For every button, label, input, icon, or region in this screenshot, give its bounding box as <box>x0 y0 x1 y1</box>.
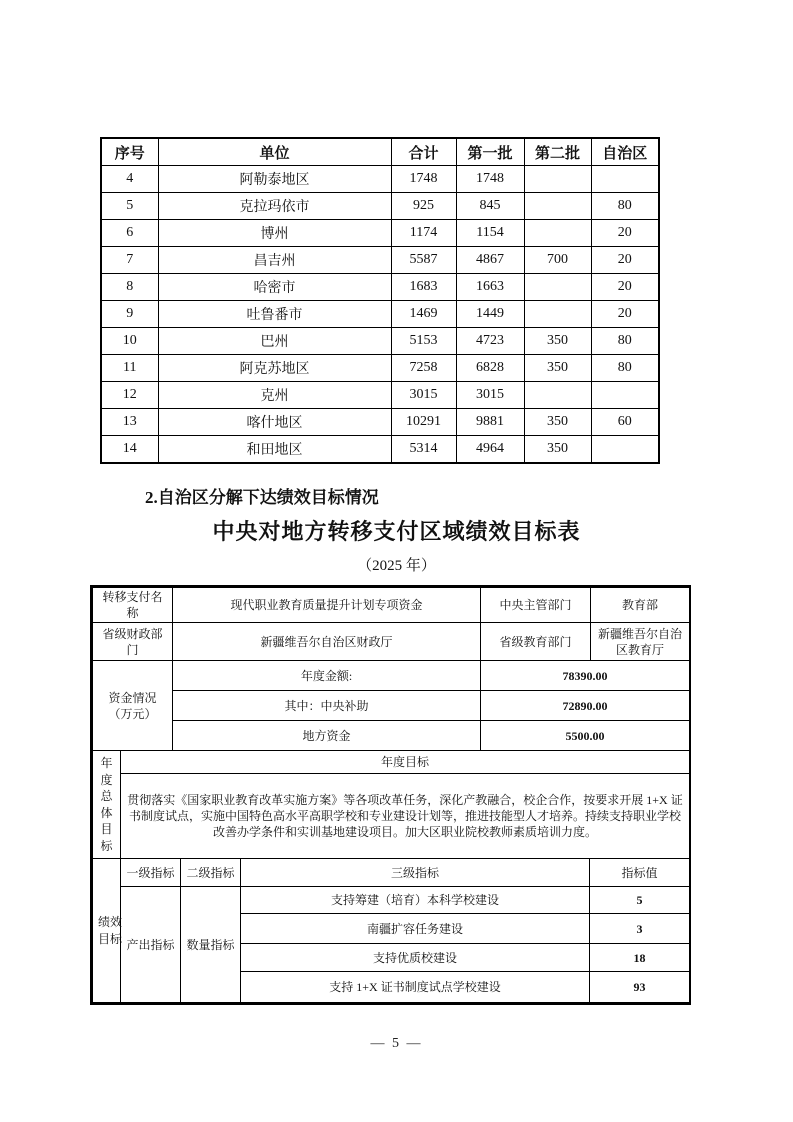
allocation-cell: 925 <box>391 193 456 220</box>
allocation-cell: 喀什地区 <box>158 409 391 436</box>
allocation-cell: 12 <box>101 382 158 409</box>
allocation-cell <box>591 166 659 193</box>
central-dept-value: 教育部 <box>591 588 690 623</box>
allocation-cell: 6 <box>101 220 158 247</box>
allocation-cell: 4723 <box>456 328 524 355</box>
central-subsidy-value: 72890.00 <box>481 691 690 721</box>
central-dept-label: 中央主管部门 <box>481 588 591 623</box>
table-row <box>101 301 659 328</box>
funding-side-label-line2: （万元） <box>108 706 157 721</box>
performance-target-table <box>90 585 691 1005</box>
allocation-cell: 克州 <box>158 382 391 409</box>
col-header-level3: 三级指标 <box>241 859 590 887</box>
allocation-cell: 吐鲁番市 <box>158 301 391 328</box>
allocation-header-row <box>101 138 659 166</box>
allocation-cell <box>524 301 591 328</box>
allocation-cell <box>591 382 659 409</box>
allocation-cell: 4 <box>101 166 158 193</box>
indicator-value: 5 <box>590 887 690 914</box>
allocation-cell <box>524 166 591 193</box>
table-row <box>101 166 659 193</box>
allocation-cell: 阿克苏地区 <box>158 355 391 382</box>
allocation-cell: 20 <box>591 274 659 301</box>
table-row <box>101 274 659 301</box>
col-header-total: 合计 <box>391 138 456 166</box>
indicator-name: 支持 1+X 证书制度试点学校建设 <box>241 972 590 1003</box>
local-funds-label: 地方资金 <box>173 721 481 751</box>
allocation-cell: 1154 <box>456 220 524 247</box>
allocation-cell: 1663 <box>456 274 524 301</box>
funding-side-label <box>93 661 173 751</box>
allocation-cell: 845 <box>456 193 524 220</box>
allocation-cell <box>524 193 591 220</box>
central-subsidy-label: 其中：中央补助 <box>173 691 481 721</box>
allocation-cell: 阿勒泰地区 <box>158 166 391 193</box>
table-row <box>93 623 690 661</box>
allocation-table-body <box>101 166 659 464</box>
indicator-value: 18 <box>590 944 690 972</box>
allocation-cell: 博州 <box>158 220 391 247</box>
allocation-cell: 1683 <box>391 274 456 301</box>
allocation-cell: 350 <box>524 328 591 355</box>
indicator-name: 南疆扩容任务建设 <box>241 914 590 944</box>
col-header-batch2: 第二批 <box>524 138 591 166</box>
allocation-cell: 700 <box>524 247 591 274</box>
allocation-cell: 13 <box>101 409 158 436</box>
annual-amount-label: 年度金额: <box>173 661 481 691</box>
table-row <box>101 220 659 247</box>
allocation-cell: 9881 <box>456 409 524 436</box>
allocation-cell: 9 <box>101 301 158 328</box>
allocation-cell: 350 <box>524 355 591 382</box>
allocation-cell: 20 <box>591 220 659 247</box>
table-row <box>93 661 690 691</box>
table-row <box>93 774 690 859</box>
allocation-cell <box>524 220 591 247</box>
indicator-value: 93 <box>590 972 690 1003</box>
target-table-head-section <box>92 587 690 661</box>
annual-goal-header: 年度目标 <box>121 751 690 774</box>
table-row <box>93 887 690 914</box>
col-header-level1: 一级指标 <box>121 859 181 887</box>
allocation-cell: 6828 <box>456 355 524 382</box>
allocation-cell: 1449 <box>456 301 524 328</box>
table-row <box>93 588 690 623</box>
allocation-cell: 60 <box>591 409 659 436</box>
funding-section <box>92 660 690 751</box>
transfer-name-value: 现代职业教育质量提升计划专项资金 <box>173 588 481 623</box>
allocation-cell: 5314 <box>391 436 456 464</box>
allocation-cell: 20 <box>591 301 659 328</box>
allocation-cell: 和田地区 <box>158 436 391 464</box>
allocation-cell: 1748 <box>391 166 456 193</box>
allocation-cell: 80 <box>591 193 659 220</box>
annual-goal-section <box>92 750 690 859</box>
local-funds-value: 5500.00 <box>481 721 690 751</box>
indicator-name: 支持筹建（培育）本科学校建设 <box>241 887 590 914</box>
allocation-table <box>100 137 660 464</box>
allocation-cell: 克拉玛依市 <box>158 193 391 220</box>
table-row <box>101 328 659 355</box>
col-header-value: 指标值 <box>590 859 690 887</box>
allocation-cell: 80 <box>591 355 659 382</box>
table-row <box>93 859 690 887</box>
allocation-cell: 4867 <box>456 247 524 274</box>
annual-amount-value: 78390.00 <box>481 661 690 691</box>
funding-side-label-line1: 资金情况 <box>108 690 157 705</box>
page-number: — 5 — <box>370 1036 423 1051</box>
annual-goal-text: 贯彻落实《国家职业教育改革实施方案》等各项改革任务，深化产教融合，校企合作，按要求开展 1+X 证书制度试点，实施中国特色高水平高职学校和专业建设计划等，推进技能型人才培养。持续支持职业学校改善办学条件和实训基地建设项目。加大区职业院校教师素质培训力度。 <box>121 774 690 859</box>
allocation-cell: 1748 <box>456 166 524 193</box>
table-row <box>101 355 659 382</box>
allocation-cell: 3015 <box>391 382 456 409</box>
col-header-region: 自治区 <box>591 138 659 166</box>
indicator-name: 支持优质校建设 <box>241 944 590 972</box>
col-header-batch1: 第一批 <box>456 138 524 166</box>
allocation-cell: 7 <box>101 247 158 274</box>
table-row <box>101 436 659 464</box>
indicator-value: 3 <box>590 914 690 944</box>
prov-edu-label: 省级教育部门 <box>481 623 591 661</box>
allocation-cell: 5587 <box>391 247 456 274</box>
allocation-cell: 14 <box>101 436 158 464</box>
allocation-cell: 4964 <box>456 436 524 464</box>
allocation-cell <box>524 382 591 409</box>
allocation-cell: 1174 <box>391 220 456 247</box>
table-row <box>101 382 659 409</box>
prov-finance-value: 新疆维吾尔自治区财政厅 <box>173 623 481 661</box>
allocation-cell: 10291 <box>391 409 456 436</box>
allocation-cell: 7258 <box>391 355 456 382</box>
allocation-cell: 哈密市 <box>158 274 391 301</box>
allocation-cell: 5153 <box>391 328 456 355</box>
col-header-seq: 序号 <box>101 138 158 166</box>
performance-side-label: 绩效目标 <box>93 859 121 1003</box>
allocation-cell: 10 <box>101 328 158 355</box>
table-row <box>93 691 690 721</box>
allocation-cell: 昌吉州 <box>158 247 391 274</box>
allocation-cell <box>591 436 659 464</box>
table-row <box>101 193 659 220</box>
section-heading: 2.自治区分解下达绩效目标情况 <box>145 488 379 507</box>
col-header-level2: 二级指标 <box>181 859 241 887</box>
page-title: 中央对地方转移支付区域绩效目标表 <box>212 519 581 544</box>
col-header-unit: 单位 <box>158 138 391 166</box>
table-row <box>101 247 659 274</box>
allocation-cell <box>524 274 591 301</box>
allocation-cell: 20 <box>591 247 659 274</box>
performance-section <box>92 858 690 1003</box>
table-subtitle: （2025 年） <box>357 558 436 574</box>
allocation-cell: 11 <box>101 355 158 382</box>
allocation-cell: 350 <box>524 436 591 464</box>
allocation-cell: 8 <box>101 274 158 301</box>
prov-edu-value: 新疆维吾尔自治区教育厅 <box>591 623 690 661</box>
level2-indicator: 数量指标 <box>181 887 241 1003</box>
level1-indicator: 产出指标 <box>121 887 181 1003</box>
allocation-cell: 巴州 <box>158 328 391 355</box>
annual-goal-side-label: 年度总体目标 <box>93 751 121 859</box>
allocation-cell: 350 <box>524 409 591 436</box>
prov-finance-label: 省级财政部门 <box>93 623 173 661</box>
table-row <box>93 721 690 751</box>
allocation-cell: 80 <box>591 328 659 355</box>
allocation-cell: 1469 <box>391 301 456 328</box>
allocation-cell: 3015 <box>456 382 524 409</box>
table-row <box>101 409 659 436</box>
transfer-name-label: 转移支付名称 <box>93 588 173 623</box>
allocation-cell: 5 <box>101 193 158 220</box>
table-row <box>93 751 690 774</box>
